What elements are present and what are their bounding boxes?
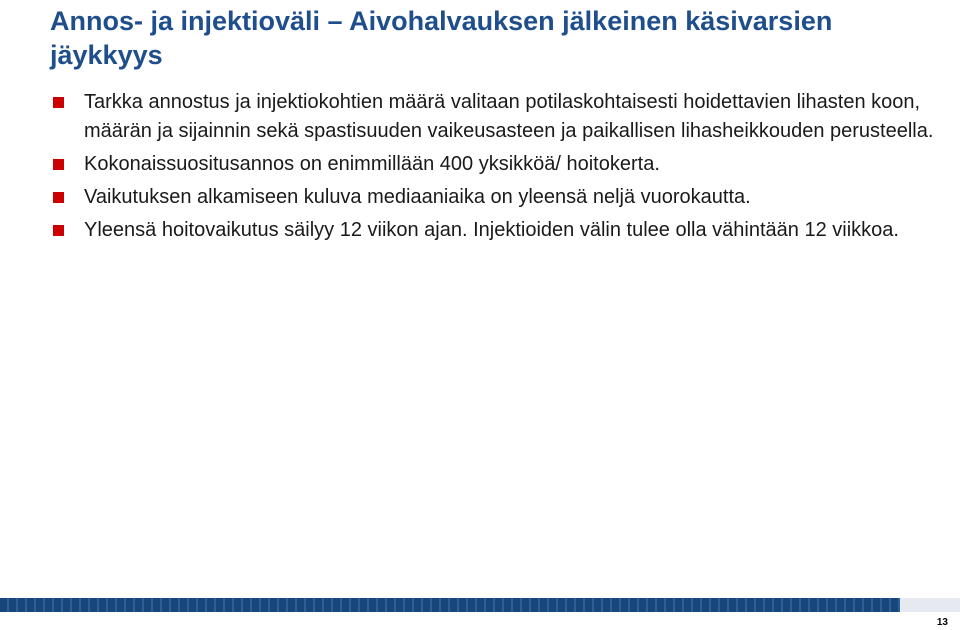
bullet-text: Yleensä hoitovaikutus säilyy 12 viikon ajan. Injektioiden välin tulee olla vähintään 12 viikkoa. [84, 219, 899, 241]
square-bullet-icon [53, 159, 64, 170]
bullet-text: Tarkka annostus ja injektiokohtien määrä valitaan potilaskohtaisesti hoidettavien lihasten koon, määrän ja sijainnin sekä spastisuuden vaikeusasteen ja paikallisen lihasheikkouden perusteella. [84, 91, 934, 142]
bullet-item [50, 183, 945, 212]
bullet-text: Kokonaissuositusannos on enimmillään 400 yksikköä/ hoitokerta. [84, 153, 660, 175]
square-bullet-icon [53, 225, 64, 236]
footer-bar-end [900, 598, 960, 612]
bullet-text: Vaikutuksen alkamiseen kuluva mediaaniaika on yleensä neljä vuorokautta. [84, 186, 751, 208]
page-number: 13 [936, 617, 948, 628]
bullet-list [50, 88, 945, 249]
bullet-item [50, 216, 945, 245]
bullet-item [50, 150, 945, 179]
slide-title: Annos- ja injektioväli – Aivohalvauksen jälkeinen käsivarsien jäykkyys [50, 6, 833, 70]
square-bullet-icon [53, 97, 64, 108]
footer-bar [0, 598, 900, 612]
bullet-item [50, 88, 945, 146]
square-bullet-icon [53, 192, 64, 203]
